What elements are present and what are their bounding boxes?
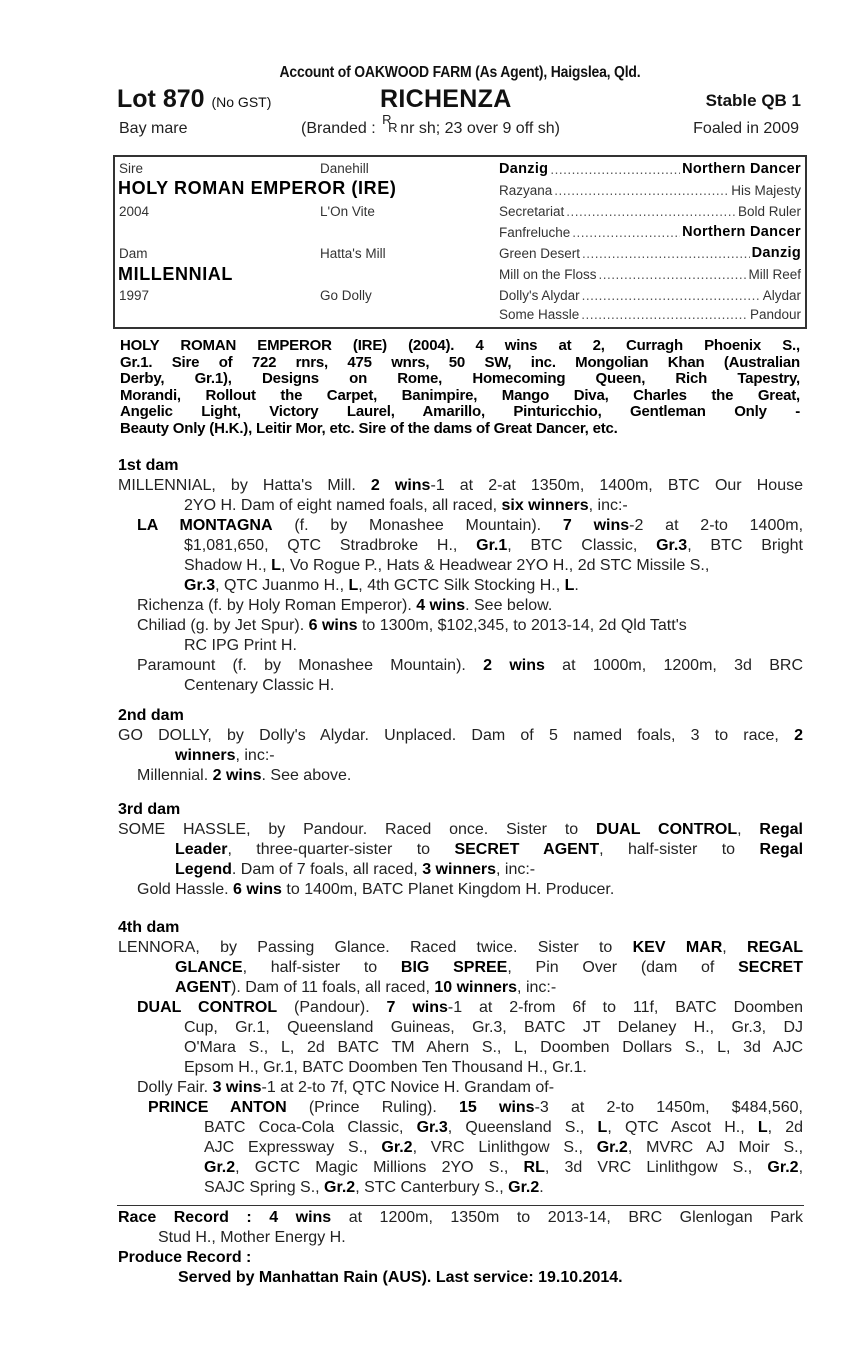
progeny-line: O'Mara S., L, 2d BATC TM Ahern S., L, Doomben Dollars S., L, 3d AJC — [184, 1039, 803, 1056]
progeny-line: Gold Hassle. 6 wins to 1400m, BATC Planet Kingdom H. Producer. — [137, 881, 615, 898]
progeny-line: $1,081,650, QTC Stradbroke H., Gr.1, BTC Classic, Gr.3, BTC Bright — [184, 537, 803, 554]
progeny-line: Centenary Classic H. — [184, 677, 335, 694]
fourth-dam-section — [118, 918, 803, 1198]
progeny-line: DUAL CONTROL (Pandour). 7 wins-1 at 2-from 6f to 11f, BATC Doomben — [137, 999, 804, 1016]
sire-summary-line: HOLY ROMAN EMPEROR (IRE) (2004). 4 wins at 2, Curragh Phoenix S., — [120, 337, 800, 354]
granddam: Fanfreluche — [499, 225, 571, 240]
grandparent-row — [499, 223, 801, 242]
grandsire: Green Desert — [499, 246, 581, 261]
grandparent-row — [499, 202, 801, 221]
second-dam-section — [118, 706, 803, 786]
leader-dots — [572, 223, 680, 242]
brand-top: R — [382, 112, 392, 127]
grandsire: Dolly's Alydar — [499, 288, 580, 303]
progeny-line: RC IPG Print H. — [184, 637, 297, 654]
third-dam-section — [118, 800, 803, 900]
description-row — [113, 112, 807, 144]
leader-dots — [582, 244, 750, 263]
lot-number — [117, 84, 271, 117]
sire-summary-line: Morandi, Rollout the Carpet, Banimpire, Mango Diva, Charles the Great, — [120, 386, 800, 404]
leader-dots — [550, 160, 680, 179]
grandprogeny-line: BATC Coca-Cola Classic, Gr.3, Queensland S., L, QTC Ascot H., L, 2d — [204, 1119, 804, 1136]
great-grandsire: Alydar — [762, 288, 801, 303]
divider — [117, 1205, 804, 1206]
dam-line: winners, inc:- — [175, 747, 275, 764]
progeny-line: Millennial. 2 wins. See above. — [137, 767, 352, 784]
leader-dots — [582, 286, 761, 305]
progeny-line: Shadow H., L, Vo Rogue P., Hats & Headwear 2YO H., 2d STC Missile S., — [184, 557, 710, 574]
grandprogeny-line: SAJC Spring S., Gr.2, STC Canterbury S., Gr.2. — [204, 1179, 544, 1196]
horse-name: RICHENZA — [380, 85, 512, 113]
leader-dots — [566, 202, 736, 221]
horse-description: Bay mare — [119, 120, 188, 137]
dam-sire: Hatta's Mill — [320, 246, 386, 261]
dam-line: SOME HASSLE, by Pandour. Raced once. Sister to DUAL CONTROL, Regal — [118, 821, 803, 838]
sire-sire: Danehill — [320, 161, 369, 176]
dam-line: 2YO H. Dam of eight named foals, all raced, six winners, inc:- — [184, 497, 628, 514]
leader-dots — [554, 181, 729, 200]
great-grandsire: Mill Reef — [748, 267, 801, 282]
brand-info — [301, 112, 560, 138]
dam-line: Legend. Dam of 7 foals, all raced, 3 winners, inc:- — [175, 861, 536, 878]
sire-summary-line: Derby, Gr.1), Designs on Rome, Homecoming Queen, Rich Tapestry, — [120, 370, 800, 387]
dam-line: GO DOLLY, by Dolly's Alydar. Unplaced. Dam of 5 named foals, 3 to race, 2 — [118, 727, 803, 744]
brand-suffix: nr sh; 23 over 9 off sh) — [400, 120, 560, 137]
sire-summary-line: Angelic Light, Victory Laurel, Amarillo, Pinturicchio, Gentleman Only - — [120, 403, 800, 420]
progeny-line: Paramount (f. by Monashee Mountain). 2 wins at 1000m, 1200m, 3d BRC — [137, 657, 803, 674]
granddam: Razyana — [499, 183, 553, 198]
granddam: Mill on the Floss — [499, 267, 597, 282]
great-grandsire: Danzig — [751, 245, 801, 261]
race-record: Race Record : 4 wins at 1200m, 1350m to 2013-14, BRC Glenlogan Park — [118, 1209, 803, 1226]
sire-year: 2004 — [119, 204, 150, 219]
dam-name: MILLENNIAL — [118, 264, 233, 284]
dam-line: Leader, three-quarter-sister to SECRET AGENT, half-sister to Regal — [175, 841, 804, 858]
dam-dam: Go Dolly — [320, 288, 372, 303]
title-row — [113, 84, 807, 116]
first-dam-section — [118, 456, 803, 696]
great-grandsire: Northern Dancer — [682, 224, 801, 240]
grandprogeny-line: Gr.2, GCTC Magic Millions 2YO S., RL, 3d VRC Linlithgow S., Gr.2, — [204, 1159, 804, 1176]
lot-header — [113, 62, 807, 144]
vendor-account: Account of OAKWOOD FARM (As Agent), Haigslea, Qld. — [279, 64, 641, 81]
grandparent-row — [499, 265, 801, 284]
grandprogeny-line: PRINCE ANTON (Prince Ruling). 15 wins-3 at 2-to 1450m, $484,560, — [148, 1099, 803, 1116]
grandsire: Danzig — [499, 161, 549, 177]
grandparent-row — [499, 286, 801, 305]
dam-line: AGENT). Dam of 11 foals, all raced, 10 winners, inc:- — [175, 979, 557, 996]
leader-dots — [599, 265, 747, 284]
stable-location: Stable QB 1 — [705, 91, 801, 110]
sire-summary — [120, 338, 800, 437]
dam-line: GLANCE, half-sister to BIG SPREE, Pin Over (dam of SECRET — [175, 959, 803, 976]
produce-record: Served by Manhattan Rain (AUS). Last service: 19.10.2014. — [178, 1269, 623, 1286]
progeny-line: LA MONTAGNA (f. by Monashee Mountain). 7 wins-2 at 2-to 1400m, — [137, 517, 804, 534]
grandparent-row — [499, 181, 801, 200]
section-heading: 4th dam — [118, 919, 180, 936]
great-grandsire: His Majesty — [731, 183, 801, 198]
great-grandsire: Pandour — [749, 307, 801, 322]
grandparent-row — [499, 244, 801, 263]
great-grandsire: Bold Ruler — [737, 204, 801, 219]
dam-year: 1997 — [119, 288, 150, 303]
progeny-line: Dolly Fair. 3 wins-1 at 2-to 7f, QTC Novice H. Grandam of- — [137, 1079, 555, 1096]
sire-summary-line: Beauty Only (H.K.), Leitir Mor, etc. Sire of the dams of Great Dancer, etc. — [120, 419, 618, 437]
progeny-line: Epsom H., Gr.1, BATC Doomben Ten Thousand H., Gr.1. — [184, 1059, 587, 1076]
lot-label: Lot 870 — [117, 85, 205, 113]
produce-record-label: Produce Record : — [118, 1249, 252, 1266]
gst-note: (No GST) — [211, 94, 272, 110]
progeny-line: Chiliad (g. by Jet Spur). 6 wins to 1300m, $102,345, to 2013-14, 2d Qld Tatt's — [137, 617, 687, 634]
section-heading: 2nd dam — [118, 707, 184, 724]
sire-dam: L'On Vite — [320, 204, 375, 219]
progeny-line: Richenza (f. by Holy Roman Emperor). 4 wins. See below. — [137, 597, 553, 614]
progeny-line: Gr.3, QTC Juanmo H., L, 4th GCTC Silk Stocking H., L. — [184, 577, 579, 594]
section-heading: 1st dam — [118, 457, 179, 474]
brand-bottom: R — [388, 120, 398, 135]
section-heading: 3rd dam — [118, 801, 181, 818]
grandparent-row — [499, 160, 801, 179]
dam-line: LENNORA, by Passing Glance. Raced twice. Sister to KEV MAR, REGAL — [118, 939, 804, 956]
grandparent-row — [499, 305, 801, 324]
great-grandsire: Northern Dancer — [682, 161, 801, 177]
records-section — [118, 1208, 803, 1288]
brand-symbol-icon — [380, 112, 400, 136]
brand-prefix: (Branded : — [301, 120, 376, 137]
dam-label: Dam — [119, 246, 148, 261]
grandsire: Secretariat — [499, 204, 565, 219]
granddam: Some Hassle — [499, 307, 580, 322]
leader-dots — [581, 305, 748, 324]
foaled-year: Foaled in 2009 — [693, 120, 799, 137]
race-record-cont: Stud H., Mother Energy H. — [158, 1229, 346, 1246]
pedigree-table — [113, 155, 807, 329]
grandprogeny-line: AJC Expressway S., Gr.2, VRC Linlithgow S., Gr.2, MVRC AJ Moir S., — [204, 1139, 804, 1156]
progeny-line: Cup, Gr.1, Queensland Guineas, Gr.3, BATC JT Delaney H., Gr.3, DJ — [184, 1019, 803, 1036]
dam-line: MILLENNIAL, by Hatta's Mill. 2 wins-1 at 2-at 1350m, 1400m, BTC Our House — [118, 477, 803, 494]
sire-summary-line: Gr.1. Sire of 722 rnrs, 475 wnrs, 50 SW, inc. Mongolian Khan (Australian — [120, 353, 800, 371]
sire-name: HOLY ROMAN EMPEROR (IRE) — [118, 178, 397, 198]
sire-label: Sire — [119, 161, 144, 176]
